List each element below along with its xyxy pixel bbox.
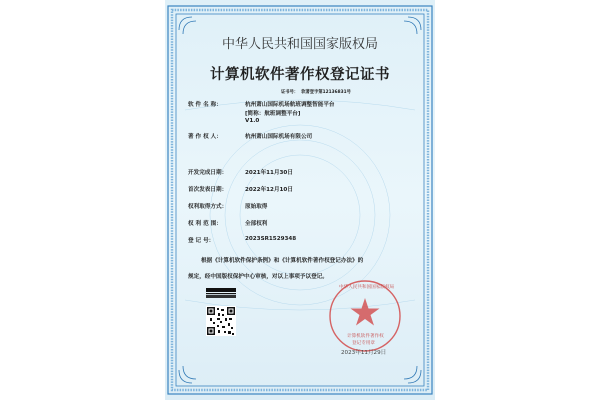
certificate-number-value: 软著登字第12136831号 xyxy=(301,90,351,95)
seal-text-top: 中华人民共和国国家版权局 xyxy=(339,285,395,290)
rights-scope-label: 权 利 范 围： xyxy=(188,221,222,227)
software-short-name: [简称：航班调整平台] xyxy=(245,111,301,117)
dev-complete-label: 开发完成日期： xyxy=(188,170,228,176)
software-version: V1.0 xyxy=(245,118,260,124)
qr-code xyxy=(206,288,236,340)
statement-line-2: 规定，经中国版权保护中心审核，对以上事项予以登记。 xyxy=(188,274,328,280)
seal-text-middle: 计算机软件著作权 xyxy=(347,334,384,339)
software-name: 杭州萧山国际机场航班调整智能平台 xyxy=(245,102,335,108)
issuer-name: 中华人民共和国国家版权局 xyxy=(221,37,378,52)
first-publish-date: 2022年12月10日 xyxy=(245,187,293,193)
issue-date: 2023年11月29日 xyxy=(341,350,387,356)
software-name-label: 软 件 名 称： xyxy=(188,102,222,108)
statement-line-1: 根据《计算机软件保护条例》和《计算机软件著作权登记办法》的 xyxy=(201,258,364,264)
certificate xyxy=(165,0,435,400)
copyright-owner: 杭州萧山国际机场有限公司 xyxy=(245,134,313,140)
acquire-method: 原始取得 xyxy=(245,204,268,210)
certificate-number xyxy=(281,89,351,95)
dev-complete-date: 2021年11月30日 xyxy=(245,170,293,176)
registration-number-label: 登 记 号： xyxy=(188,238,215,244)
certificate-title: 计算机软件著作权登记证书 xyxy=(210,66,390,83)
registration-number: 2023SR1529348 xyxy=(245,236,297,242)
certificate-number-label: 证书号： xyxy=(281,90,299,95)
acquire-method-label: 权利取得方式： xyxy=(188,204,228,210)
copyright-owner-label: 著 作 权 人： xyxy=(188,134,222,140)
first-publish-label: 首次发表日期： xyxy=(188,187,228,193)
rights-scope: 全部权利 xyxy=(245,221,268,227)
seal-text-bottom: 登记专用章 xyxy=(352,341,375,346)
